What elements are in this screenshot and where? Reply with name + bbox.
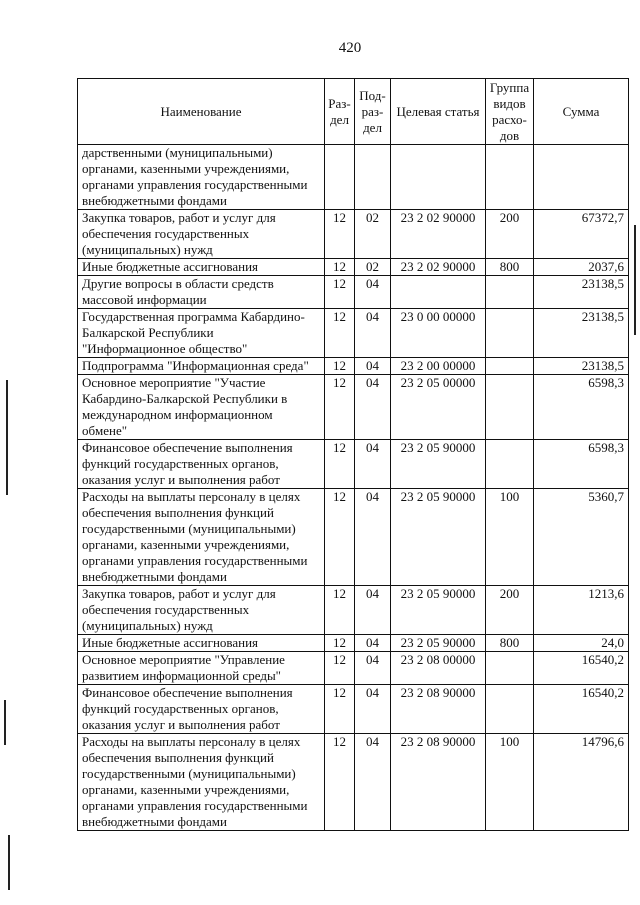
scan-edge-mark (8, 835, 10, 890)
table-row (78, 586, 629, 635)
cell-group: 200 (486, 586, 534, 635)
scan-edge-mark (634, 225, 636, 335)
table-row (78, 375, 629, 440)
cell-section: 12 (325, 375, 355, 440)
table-row (78, 276, 629, 309)
cell-subsection: 02 (355, 210, 391, 259)
table-row (78, 489, 629, 586)
table-row (78, 440, 629, 489)
cell-subsection: 04 (355, 440, 391, 489)
cell-group (486, 375, 534, 440)
cell-article: 23 2 08 90000 (391, 685, 486, 734)
cell-name: Закупка товаров, работ и услуг для обеспечения государственных (муниципальных) нужд (78, 586, 325, 635)
cell-sum: 14796,6 (534, 734, 629, 831)
table-row (78, 309, 629, 358)
cell-section: 12 (325, 210, 355, 259)
page-number: 420 (338, 40, 362, 56)
cell-subsection: 04 (355, 358, 391, 375)
cell-subsection: 04 (355, 734, 391, 831)
cell-article: 23 2 05 00000 (391, 375, 486, 440)
cell-article: 23 2 08 00000 (391, 652, 486, 685)
cell-subsection (355, 145, 391, 210)
table-row (78, 145, 629, 210)
cell-name: Основное мероприятие "Участие Кабардино-Балкарской Республики в международном информационном обмене" (78, 375, 325, 440)
cell-sum: 24,0 (534, 635, 629, 652)
cell-subsection: 04 (355, 586, 391, 635)
table-header-row (78, 79, 629, 145)
cell-group: 200 (486, 210, 534, 259)
cell-name: Основное мероприятие "Управление развитием информационной среды" (78, 652, 325, 685)
cell-article (391, 145, 486, 210)
cell-name: дарственными (муниципальными) органами, казенными учреждениями, органами управления государственными внебюджетными фондами (78, 145, 325, 210)
cell-name: Иные бюджетные ассигнования (78, 635, 325, 652)
cell-group (486, 440, 534, 489)
cell-subsection: 04 (355, 309, 391, 358)
cell-subsection: 04 (355, 489, 391, 586)
table-row (78, 734, 629, 831)
cell-name: Государственная программа Кабардино-Балкарской Республики "Информационное общество" (78, 309, 325, 358)
cell-group (486, 309, 534, 358)
cell-group (486, 685, 534, 734)
cell-section: 12 (325, 358, 355, 375)
cell-article: 23 2 00 00000 (391, 358, 486, 375)
cell-name: Финансовое обеспечение выполнения функций государственных органов, оказания услуг и выполнения работ (78, 685, 325, 734)
cell-subsection: 04 (355, 276, 391, 309)
table-row (78, 652, 629, 685)
cell-name: Расходы на выплаты персоналу в целях обеспечения выполнения функций государственными (муниципальными) органами, казенными учреждениями, органами управления государственными внебюджетными фондами (78, 489, 325, 586)
cell-group (486, 276, 534, 309)
header-group: Группа видов расхо-дов (486, 79, 534, 145)
cell-group: 100 (486, 734, 534, 831)
cell-group (486, 652, 534, 685)
cell-subsection: 02 (355, 259, 391, 276)
cell-sum: 1213,6 (534, 586, 629, 635)
cell-name: Иные бюджетные ассигнования (78, 259, 325, 276)
cell-article: 23 2 02 90000 (391, 259, 486, 276)
cell-section: 12 (325, 635, 355, 652)
cell-group: 100 (486, 489, 534, 586)
cell-sum: 23138,5 (534, 358, 629, 375)
cell-subsection: 04 (355, 375, 391, 440)
cell-article: 23 2 05 90000 (391, 489, 486, 586)
budget-table (77, 78, 629, 831)
header-section: Раз-дел (325, 79, 355, 145)
table-row (78, 685, 629, 734)
table-row (78, 358, 629, 375)
header-name: Наименование (78, 79, 325, 145)
cell-section: 12 (325, 685, 355, 734)
cell-article: 23 2 05 90000 (391, 586, 486, 635)
cell-article: 23 2 05 90000 (391, 440, 486, 489)
cell-name: Закупка товаров, работ и услуг для обеспечения государственных (муниципальных) нужд (78, 210, 325, 259)
cell-sum: 67372,7 (534, 210, 629, 259)
cell-section: 12 (325, 652, 355, 685)
cell-section: 12 (325, 276, 355, 309)
cell-article: 23 2 05 90000 (391, 635, 486, 652)
cell-name: Подпрограмма "Информационная среда" (78, 358, 325, 375)
cell-sum: 16540,2 (534, 652, 629, 685)
cell-sum: 2037,6 (534, 259, 629, 276)
cell-sum: 23138,5 (534, 309, 629, 358)
cell-section: 12 (325, 259, 355, 276)
cell-sum: 6598,3 (534, 440, 629, 489)
scan-edge-mark (4, 700, 6, 745)
cell-sum: 5360,7 (534, 489, 629, 586)
cell-section: 12 (325, 309, 355, 358)
cell-sum: 6598,3 (534, 375, 629, 440)
cell-subsection: 04 (355, 635, 391, 652)
cell-section (325, 145, 355, 210)
cell-article (391, 276, 486, 309)
cell-sum (534, 145, 629, 210)
cell-name: Расходы на выплаты персоналу в целях обеспечения выполнения функций государственными (муниципальными) органами, казенными учреждениями, органами управления государственными внебюджетными фондами (78, 734, 325, 831)
cell-group (486, 145, 534, 210)
cell-section: 12 (325, 734, 355, 831)
cell-section: 12 (325, 489, 355, 586)
scan-edge-mark (6, 380, 8, 495)
cell-sum: 16540,2 (534, 685, 629, 734)
table-row (78, 635, 629, 652)
cell-group (486, 358, 534, 375)
cell-name: Финансовое обеспечение выполнения функций государственных органов, оказания услуг и выполнения работ (78, 440, 325, 489)
cell-subsection: 04 (355, 652, 391, 685)
cell-article: 23 2 02 90000 (391, 210, 486, 259)
cell-group: 800 (486, 635, 534, 652)
header-sum: Сумма (534, 79, 629, 145)
header-article: Целевая статья (391, 79, 486, 145)
cell-article: 23 0 00 00000 (391, 309, 486, 358)
cell-section: 12 (325, 586, 355, 635)
cell-sum: 23138,5 (534, 276, 629, 309)
cell-group: 800 (486, 259, 534, 276)
cell-name: Другие вопросы в области средств массовой информации (78, 276, 325, 309)
table-row (78, 210, 629, 259)
cell-subsection: 04 (355, 685, 391, 734)
cell-section: 12 (325, 440, 355, 489)
cell-article: 23 2 08 90000 (391, 734, 486, 831)
table-row (78, 259, 629, 276)
header-subsection: Под-раз-дел (355, 79, 391, 145)
